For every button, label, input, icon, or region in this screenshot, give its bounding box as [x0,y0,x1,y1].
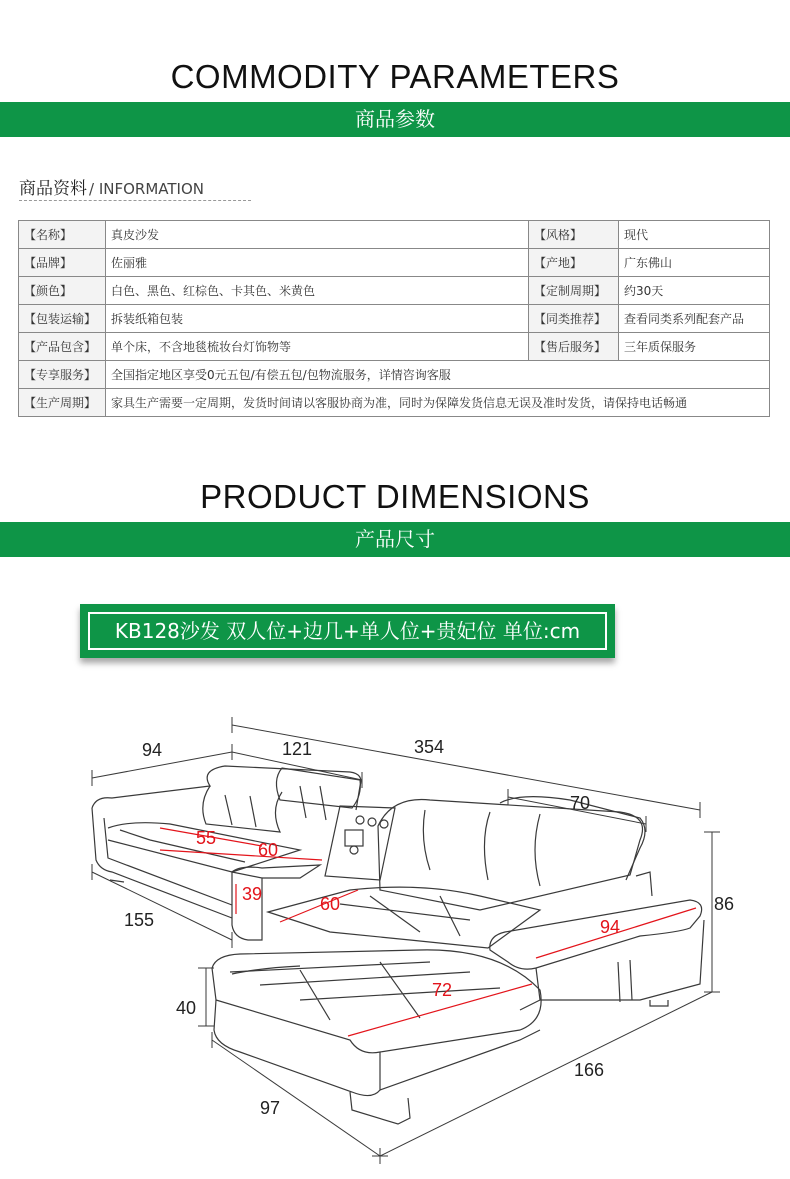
dim-60: 60 [320,894,341,914]
param-value: 拆装纸箱包装 [106,305,529,333]
param-key: 【颜色】 [19,277,106,305]
info-heading [19,174,251,201]
param-key: 【风格】 [529,221,619,249]
param-value: 佐丽雅 [106,249,529,277]
param-key: 【专享服务】 [19,361,106,389]
dim-94: 94 [600,917,621,937]
param-value: 单个床，不含地毯梳妆台灯饰物等 [106,333,529,361]
dim-55: 55 [196,828,217,848]
dim-166: 166 [574,1060,605,1080]
black-dimension-labels [124,737,734,1118]
param-value: 全国指定地区享受0元五包/有偿五包/包物流服务，详情咨询客服 [106,361,770,389]
dim-97: 97 [260,1098,281,1118]
info-title-cn: 商品资料 [19,179,87,199]
table-row [19,221,770,249]
param-key: 【品牌】 [19,249,106,277]
param-value: 现代 [619,221,770,249]
dim-121: 121 [282,739,313,759]
param-value: 白色、黑色、红棕色、卡其色、米黄色 [106,277,529,305]
param-value: 三年质保服务 [619,333,770,361]
sofa-dimension-drawing [0,700,790,1179]
param-key: 【包装运输】 [19,305,106,333]
dim-86: 86 [714,894,735,914]
param-key: 【生产周期】 [19,389,106,417]
section-bar-cn: 产品尺寸 [0,522,790,557]
table-row [19,389,770,417]
dim-39: 39 [242,884,263,904]
sofa-outline [92,766,704,1124]
dim-72: 72 [432,980,453,1000]
info-title-en: / INFORMATION [89,180,204,198]
model-label: KB128沙发 双人位+边几+单人位+贵妃位 单位:cm [88,612,607,650]
param-value: 真皮沙发 [106,221,529,249]
params-table [18,220,770,417]
param-key: 【售后服务】 [529,333,619,361]
table-row [19,333,770,361]
param-key: 【名称】 [19,221,106,249]
dim-354: 354 [414,737,445,757]
table-row [19,249,770,277]
table-row [19,305,770,333]
dim-155: 155 [124,910,155,930]
dim-60: 60 [258,840,279,860]
param-value: 查看同类系列配套产品 [619,305,770,333]
red-dimension-labels [196,828,620,1000]
param-value: 家具生产需要一定周期，发货时间请以客服协商为准，同时为保障发货信息无误及准时发货，请保持电话畅通 [106,389,770,417]
dim-70: 70 [570,793,591,813]
section-title-en: COMMODITY PARAMETERS [170,58,620,95]
dim-94: 94 [142,740,163,760]
param-key: 【定制周期】 [529,277,619,305]
param-key: 【产品包含】 [19,333,106,361]
section-bar-cn: 商品参数 [0,102,790,137]
dim-40: 40 [176,998,197,1018]
param-value: 广东佛山 [619,249,770,277]
param-key: 【同类推荐】 [529,305,619,333]
table-row [19,277,770,305]
param-value: 约30天 [619,277,770,305]
model-label-box [80,604,615,658]
param-key: 【产地】 [529,249,619,277]
table-row [19,361,770,389]
section-title-en: PRODUCT DIMENSIONS [200,478,590,515]
